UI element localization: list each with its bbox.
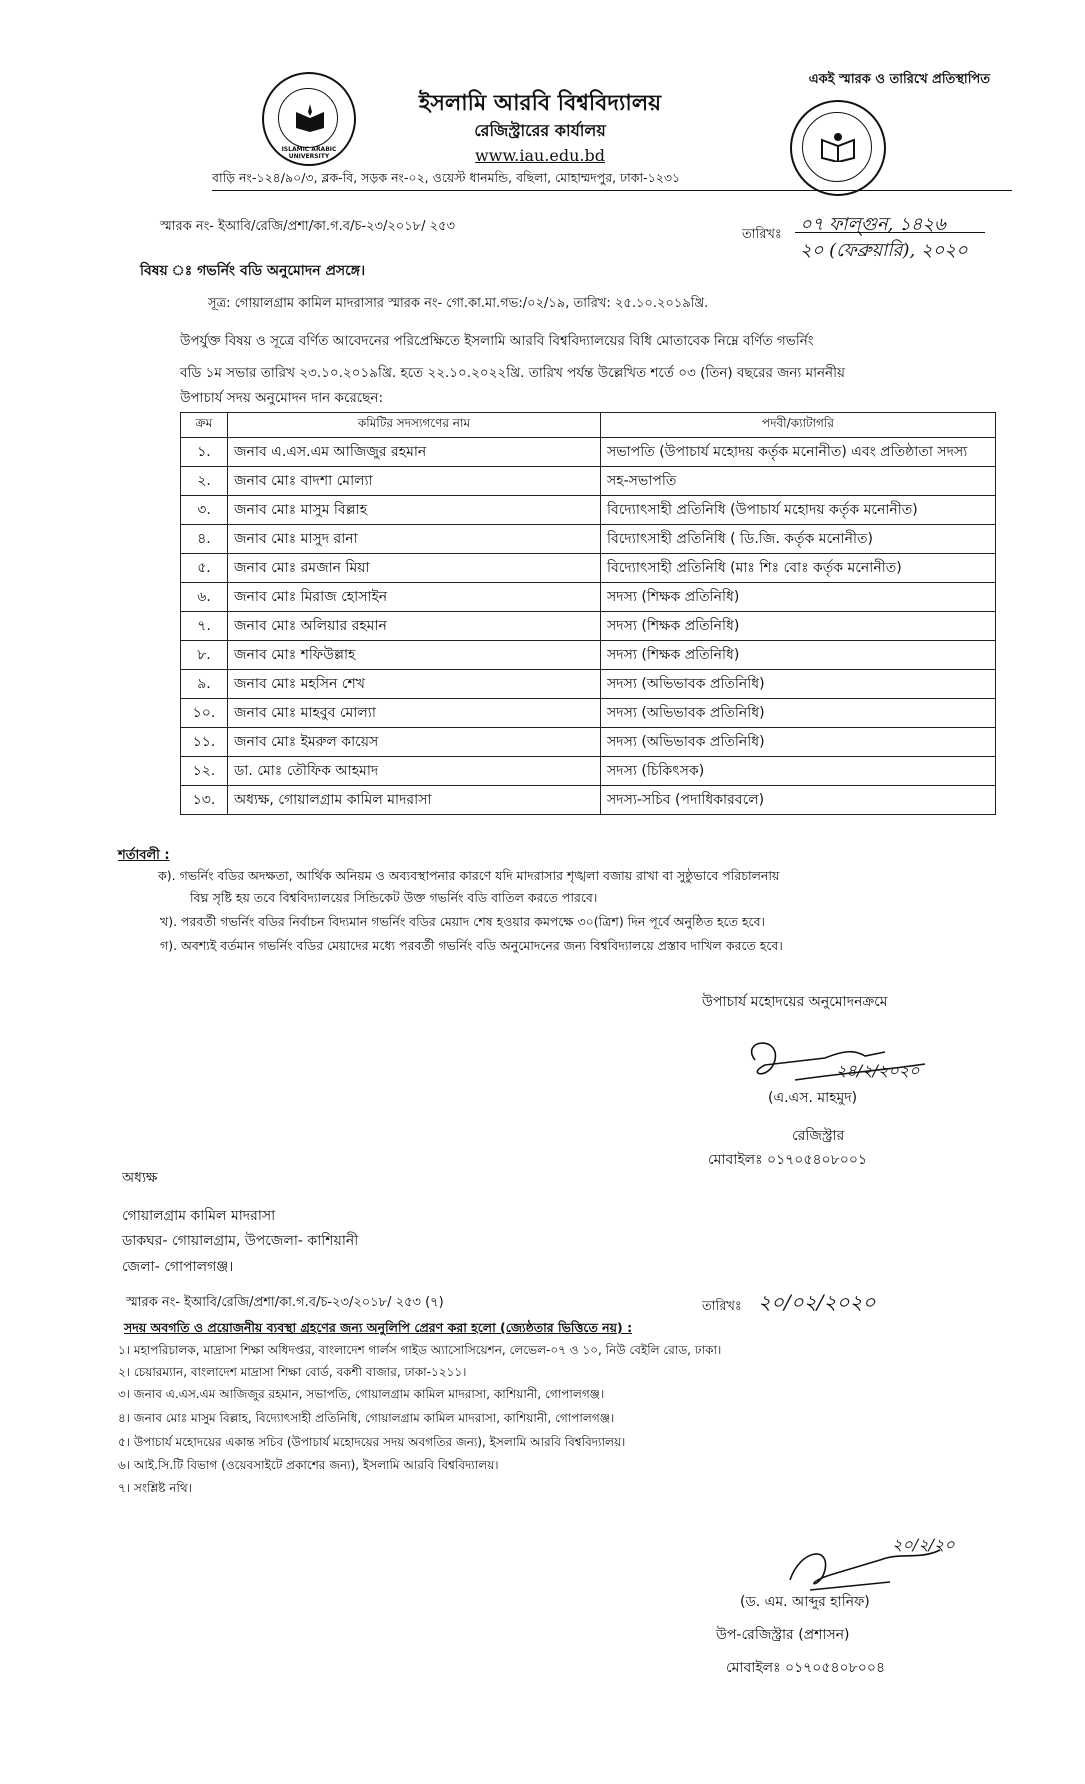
- serial-cell: ৬.: [181, 583, 228, 612]
- member-role-cell: সদস্য (শিক্ষক প্রতিনিধি): [601, 612, 996, 641]
- member-name-cell: জনাব মোঃ ইমরুল কায়েস: [228, 728, 601, 757]
- body-line-3: উপাচার্য সদয় অনুমোদন দান করেছেন:: [180, 390, 384, 406]
- table-row: [181, 438, 996, 467]
- copy-item-5: ৫। উপাচার্য মহোদয়ের একান্ত সচিব (উপাচার্য মহোদয়ের সদয় অবগতির জন্য), ইসলামি আরবি বিশ্ববিদ্যালয়।: [118, 1435, 626, 1449]
- deputy-registrar-title: উপ-রেজিস্ট্রার (প্রশাসন): [716, 1627, 850, 1643]
- table-row: [181, 786, 996, 815]
- col-name: কমিটির সদস্যগণের নাম: [228, 413, 601, 438]
- recipient-line-2: গোয়ালগ্রাম কামিল মাদরাসা: [122, 1208, 276, 1224]
- serial-cell: ১১.: [181, 728, 228, 757]
- recipient-line-3: ডাকঘর- গোয়ালগ্রাম, উপজেলা- কাশিয়ানী: [122, 1233, 359, 1249]
- member-role-cell: বিদ্যোৎসাহী প্রতিনিধি (মাঃ শিঃ বোঃ কর্তৃক মনোনীত): [601, 554, 996, 583]
- copy-heading: সদয় অবগতি ও প্রয়োজনীয় ব্যবস্থা গ্রহণের জন্য অনুলিপি প্রেরণ করা হলো (জ্যেষ্ঠতার ভিত্তিতে নয়) :: [124, 1320, 633, 1335]
- header-rule: [212, 190, 1012, 191]
- serial-cell: ৯.: [181, 670, 228, 699]
- copy-item-2: ২। চেয়ারম্যান, বাংলাদেশ মাদ্রাসা শিক্ষা বোর্ড, বকশী বাজার, ঢাকা-১২১১।: [118, 1365, 467, 1379]
- registrar-title: রেজিস্ট্রার: [792, 1128, 845, 1144]
- member-role-cell: সদস্য-সচিব (পদাধিকারবলে): [601, 786, 996, 815]
- member-role-cell: সদস্য (শিক্ষক প্রতিনিধি): [601, 641, 996, 670]
- table-row: [181, 641, 996, 670]
- serial-cell: ৮.: [181, 641, 228, 670]
- member-role-cell: সদস্য (অভিভাবক প্রতিনিধি): [601, 728, 996, 757]
- approval-text: উপাচার্য মহোদয়ের অনুমোদনক্রমে: [702, 994, 888, 1010]
- date-rule: [795, 232, 985, 233]
- copy-item-3: ৩। জনাব এ.এস.এম আজিজুর রহমান, সভাপতি, গোয়ালগ্রাম কামিল মাদরাসা, কাশিয়ানী, গোপালগঞ্জ।: [118, 1387, 605, 1401]
- serial-cell: ১২.: [181, 757, 228, 786]
- subject-line: বিষয় ঃ গভর্নিং বডি অনুমোদন প্রসঙ্গে।: [140, 263, 366, 279]
- serial-cell: ৫.: [181, 554, 228, 583]
- office-name: রেজিস্ট্রারের কার্যালয়: [474, 121, 606, 140]
- copy-item-6: ৬। আই.সি.টি বিভাগ (ওয়েবসাইটে প্রকাশের জন্য), ইসলামি আরবি বিশ্ববিদ্যালয়।: [118, 1458, 499, 1472]
- logo-caption: ISLAMIC ARABIC UNIVERSITY: [281, 146, 337, 160]
- serial-cell: ১৩.: [181, 786, 228, 815]
- condition-ka-1: ক). গভর্নিং বডির অদক্ষতা, আর্থিক অনিয়ম ও অব্যবস্থাপনার কারণে যদি মাদরাসার শৃঙ্খলা বজায় রাখা বা সুষ্ঠুভাবে পরিচালনায়: [158, 868, 780, 883]
- condition-ga: গ). অবশ্যই বর্তমান গভর্নিং বডির মেয়াদের মধ্যে পরবর্তী গভর্নিং বডি অনুমোদনের জন্য বিশ্ববিদ্যালয়ে প্রস্তাব দাখিল করতে হবে।: [160, 938, 783, 953]
- member-role-cell: সদস্য (শিক্ষক প্রতিনিধি): [601, 583, 996, 612]
- source-line: সূত্র: গোয়ালগ্রাম কামিল মাদরাসার স্মারক নং- গো.কা.মা.গভ:/০২/১৯, তারিখ: ২৫.১০.২০১৯খ্রি.: [208, 296, 709, 311]
- col-role: পদবী/ক্যাটাগরি: [601, 413, 996, 438]
- member-name-cell: অধ্যক্ষ, গোয়ালগ্রাম কামিল মাদরাসা: [228, 786, 601, 815]
- registrar-mobile: মোবাইলঃ ০১৭০৫৪০৮০০১: [708, 1152, 868, 1168]
- table-row: [181, 670, 996, 699]
- university-logo: [262, 72, 356, 166]
- table-row: [181, 728, 996, 757]
- website-link[interactable]: www.iau.edu.bd: [475, 146, 605, 165]
- deputy-registrar-mobile: মোবাইলঃ ০১৭০৫৪০৮০০৪: [726, 1660, 886, 1676]
- registrar-hand-date: ২৪/২/২০২০: [836, 1061, 920, 1080]
- date-english: ২০ (ফেব্রুয়ারি), ২০২০: [800, 240, 968, 261]
- member-name-cell: জনাব মোঃ শফিউল্লাহ: [228, 641, 601, 670]
- member-name-cell: জনাব মোঃ রমজান মিয়া: [228, 554, 601, 583]
- member-role-cell: সদস্য (অভিভাবক প্রতিনিধি): [601, 699, 996, 728]
- member-role-cell: সদস্য (অভিভাবক প্রতিনিধি): [601, 670, 996, 699]
- conditions-heading: শর্তাবলী :: [118, 848, 170, 863]
- memo-ref: স্মারক নং- ইআবি/রেজি/প্রশা/কা.গ.ব/চ-২৩/২০১৮/ ২৫৩: [160, 219, 455, 234]
- deputy-registrar-name: (ড. এম. আব্দুর হানিফ): [740, 1594, 870, 1610]
- table-row: [181, 583, 996, 612]
- member-role-cell: বিদ্যোৎসাহী প্রতিনিধি ( ডি.জি. কর্তৃক মনোনীত): [601, 525, 996, 554]
- recipient-line-4: জেলা- গোপালগঞ্জ।: [122, 1259, 234, 1275]
- table-row: [181, 699, 996, 728]
- book-icon: [294, 102, 326, 134]
- table-row: [181, 496, 996, 525]
- recipient-line-1: অধ্যক্ষ: [122, 1170, 158, 1186]
- member-name-cell: জনাব মোঃ মাসুম বিল্লাহ: [228, 496, 601, 525]
- date-bangla: ০৭ ফাল্গুন, ১৪২৬: [800, 214, 946, 235]
- body-line-1: উপর্যুক্ত বিষয় ও সূত্রে বর্ণিত আবেদনের পরিপ্রেক্ষিতে ইসলামি আরবি বিশ্ববিদ্যালয়ের বিধি মোতাবেক নিম্নে বর্ণিত গভর্নিং: [180, 333, 814, 349]
- table-row: [181, 525, 996, 554]
- serial-cell: ৭.: [181, 612, 228, 641]
- member-name-cell: জনাব মোঃ মহসিন শেখ: [228, 670, 601, 699]
- member-role-cell: সভাপতি (উপাচার্য মহোদয় কর্তৃক মনোনীত) এবং প্রতিষ্ঠাতা সদস্য: [601, 438, 996, 467]
- registrar-name: (এ.এস. মাহমুদ): [768, 1090, 858, 1106]
- committee-table: [180, 412, 996, 815]
- header-address: বাড়ি নং-১২৪/৯০/৩, ব্লক-বি, সড়ক নং-০২, ওয়েস্ট ধানমন্ডি, বছিলা, মোহাম্মদপুর, ঢাকা-১২৩১: [212, 170, 681, 185]
- university-name: ইসলামি আরবি বিশ্ববিদ্যালয়: [418, 91, 662, 116]
- member-role-cell: সদস্য (চিকিৎসক): [601, 757, 996, 786]
- serial-cell: ২.: [181, 467, 228, 496]
- replacement-note: একই স্মারক ও তারিখে প্রতিস্থাপিত: [808, 72, 990, 87]
- table-row: [181, 554, 996, 583]
- member-name-cell: জনাব মোঃ মাসুদ রানা: [228, 525, 601, 554]
- copy-item-7: ৭। সংশ্লিষ্ট নথি।: [118, 1481, 192, 1495]
- quran-icon: [820, 132, 856, 162]
- col-serial: ক্রম: [181, 413, 228, 438]
- member-name-cell: জনাব মোঃ অলিয়ার রহমান: [228, 612, 601, 641]
- table-row: [181, 612, 996, 641]
- table-row: [181, 757, 996, 786]
- member-name-cell: জনাব মোঃ মাহবুব মোল্যা: [228, 699, 601, 728]
- serial-cell: ১.: [181, 438, 228, 467]
- table-header-row: [181, 413, 996, 438]
- copy-item-1: ১। মহাপরিচালক, মাদ্রাসা শিক্ষা অধিদপ্তর, বাংলাদেশ গার্লস গাইড অ্যাসোসিয়েশন, লেভেল-০৭ ও ১০, নিউ বেইলি রোড, ঢাকা।: [118, 1343, 722, 1357]
- member-name-cell: জনাব মোঃ বাদশা মোল্যা: [228, 467, 601, 496]
- memo2-date-label: তারিখঃ: [702, 1299, 742, 1314]
- serial-cell: ৩.: [181, 496, 228, 525]
- member-role-cell: সহ-সভাপতি: [601, 467, 996, 496]
- condition-ka-2: বিঘ্ন সৃষ্টি হয় তবে বিশ্ববিদ্যালয়ের সিন্ডিকেট উক্ত গভর্নিং বডি বাতিল করতে পারবে।: [190, 890, 598, 905]
- member-name-cell: জনাব এ.এস.এম আজিজুর রহমান: [228, 438, 601, 467]
- member-name-cell: ডা. মোঃ তৌফিক আহমাদ: [228, 757, 601, 786]
- body-line-2: বডি ১ম সভার তারিখ ২৩.১০.২০১৯খ্রি. হতে ২২.১০.২০২২খ্রি. তারিখ পর্যন্ত উল্লেখিত শর্তে ০৩ (তিন) বছরের জন্য মাননীয়: [180, 365, 845, 381]
- table-row: [181, 467, 996, 496]
- serial-cell: ১০.: [181, 699, 228, 728]
- madrasa-seal: [790, 100, 886, 196]
- member-role-cell: বিদ্যোৎসাহী প্রতিনিধি (উপাচার্য মহোদয় কর্তৃক মনোনীত): [601, 496, 996, 525]
- deputy-hand-date: ২০/২/২০: [892, 1535, 955, 1554]
- member-name-cell: জনাব মোঃ মিরাজ হোসাইন: [228, 583, 601, 612]
- condition-kha: খ). পরবর্তী গভর্নিং বডির নির্বাচন বিদ্যমান গভর্নিং বডির মেয়াদ শেষ হওয়ার কমপক্ষে ৩০(ত্রিশ) দিন পূর্বে অনুষ্ঠিত হতে হবে।: [160, 914, 766, 929]
- copy-item-4: ৪। জনাব মোঃ মাসুম বিল্লাহ, বিদ্যোৎসাহী প্রতিনিধি, গোয়ালগ্রাম কামিল মাদরাসা, কাশিয়ানী, গোপালগঞ্জ।: [118, 1411, 615, 1425]
- serial-cell: ৪.: [181, 525, 228, 554]
- date-label: তারিখঃ: [742, 227, 782, 242]
- memo2-ref: স্মারক নং- ইআবি/রেজি/প্রশা/কা.গ.ব/চ-২৩/২০১৮/ ২৫৩ (৭): [126, 1295, 444, 1310]
- memo2-date: ২০/০২/২০২০: [758, 1290, 876, 1314]
